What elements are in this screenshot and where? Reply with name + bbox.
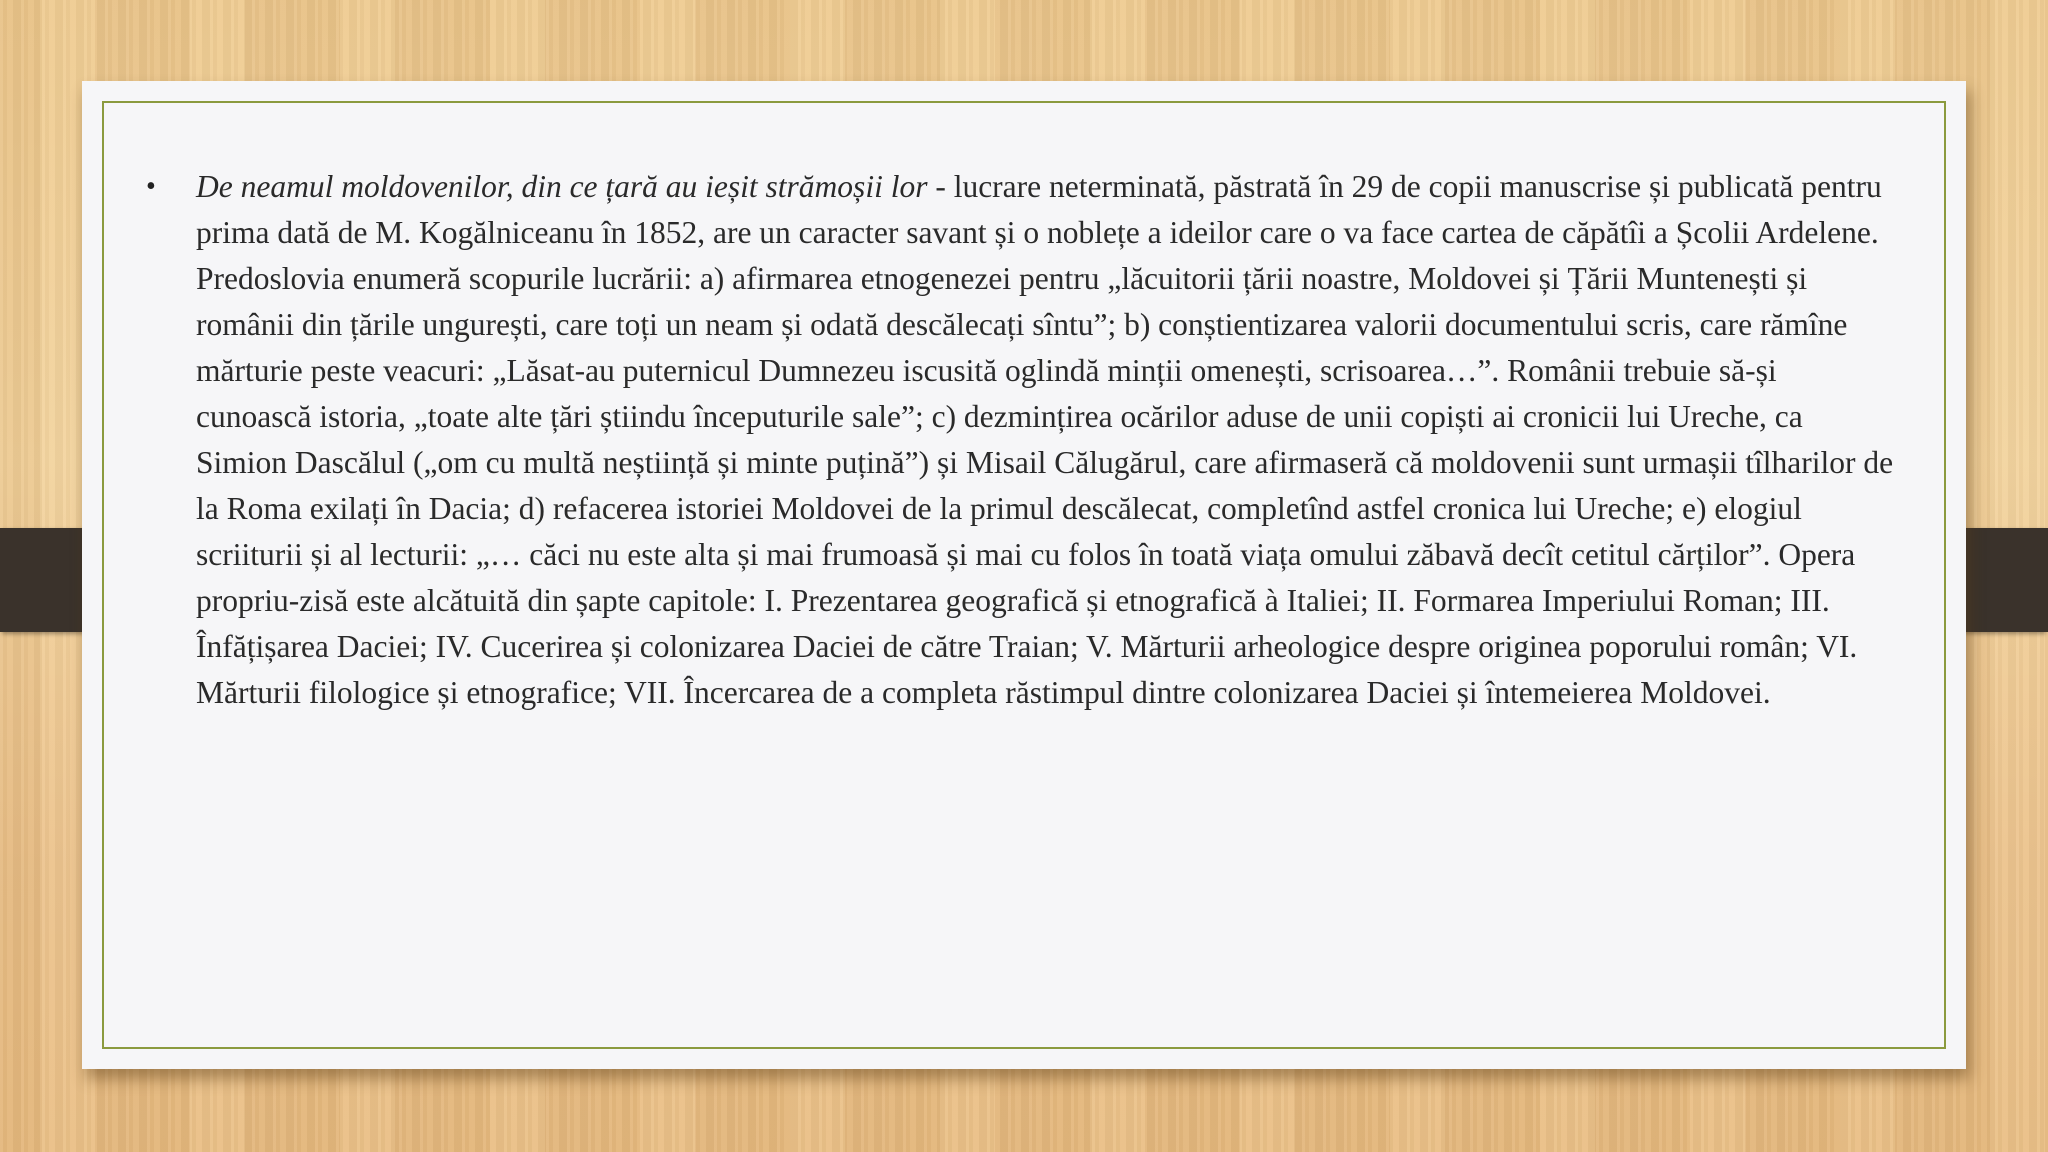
work-title: De neamul moldovenilor, din ce țară au ieșit strămoșii lor	[196, 169, 928, 204]
bullet-point-icon: •	[146, 171, 156, 202]
slide-content	[114, 164, 1894, 716]
bullet-item	[114, 164, 1894, 716]
work-description: - lucrare neterminată, păstrată în 29 de copii manuscrise și publicată pentru prima dată de M. Kogălniceanu în 1852, are un caracter savant și o noblețe a ideilor care o va face cartea de căpătîi a Școlii Ardelene. Predoslovia enumeră scopurile lucrării: a) afirmarea etnogenezei pentru „lăcuitorii țării noastre, Moldovei și Țării Muntenești și românii din țările ungurești, care toți un neam și odată descălecați sîntu”; b) conștientizarea valorii documentului scris, care rămîne mărturie peste veacuri: „Lăsat-au puternicul Dumnezeu iscusită oglindă minții omenești, scrisoarea…”. Românii trebuie să-și cunoască istoria, „toate alte țări știindu începuturile sale”; c) dezmințirea ocărilor aduse de unii copiști ai cronicii lui Ureche, ca Simion Dascălul („om cu multă neștiință și minte puțină”) și Misail Călugărul, care afirmaseră că moldovenii sunt urmașii tîlharilor de la Roma exilați în Dacia; d) refacerea istoriei Moldovei de la primul descălecat, completînd astfel cronica lui Ureche; e) elogiul scriiturii și al lecturii: „… căci nu este alta și mai frumoasă și mai cu folos în toată viața omului zăbavă decît cetitul cărților”. Opera propriu-zisă este alcătuită din șapte capitole: I. Prezentarea geografică și etnografică à Italiei; II. Formarea Imperiului Roman; III. Înfățișarea Daciei; IV. Cucerirea și colonizarea Daciei de către Traian; V. Mărturii arheologice despre originea poporului român; VI. Mărturii filologice și etnografice; VII. Încercarea de a completa răstimpul dintre colonizarea Daciei și întemeierea Moldovei.	[196, 169, 1894, 710]
bullet-paragraph	[196, 164, 1894, 716]
